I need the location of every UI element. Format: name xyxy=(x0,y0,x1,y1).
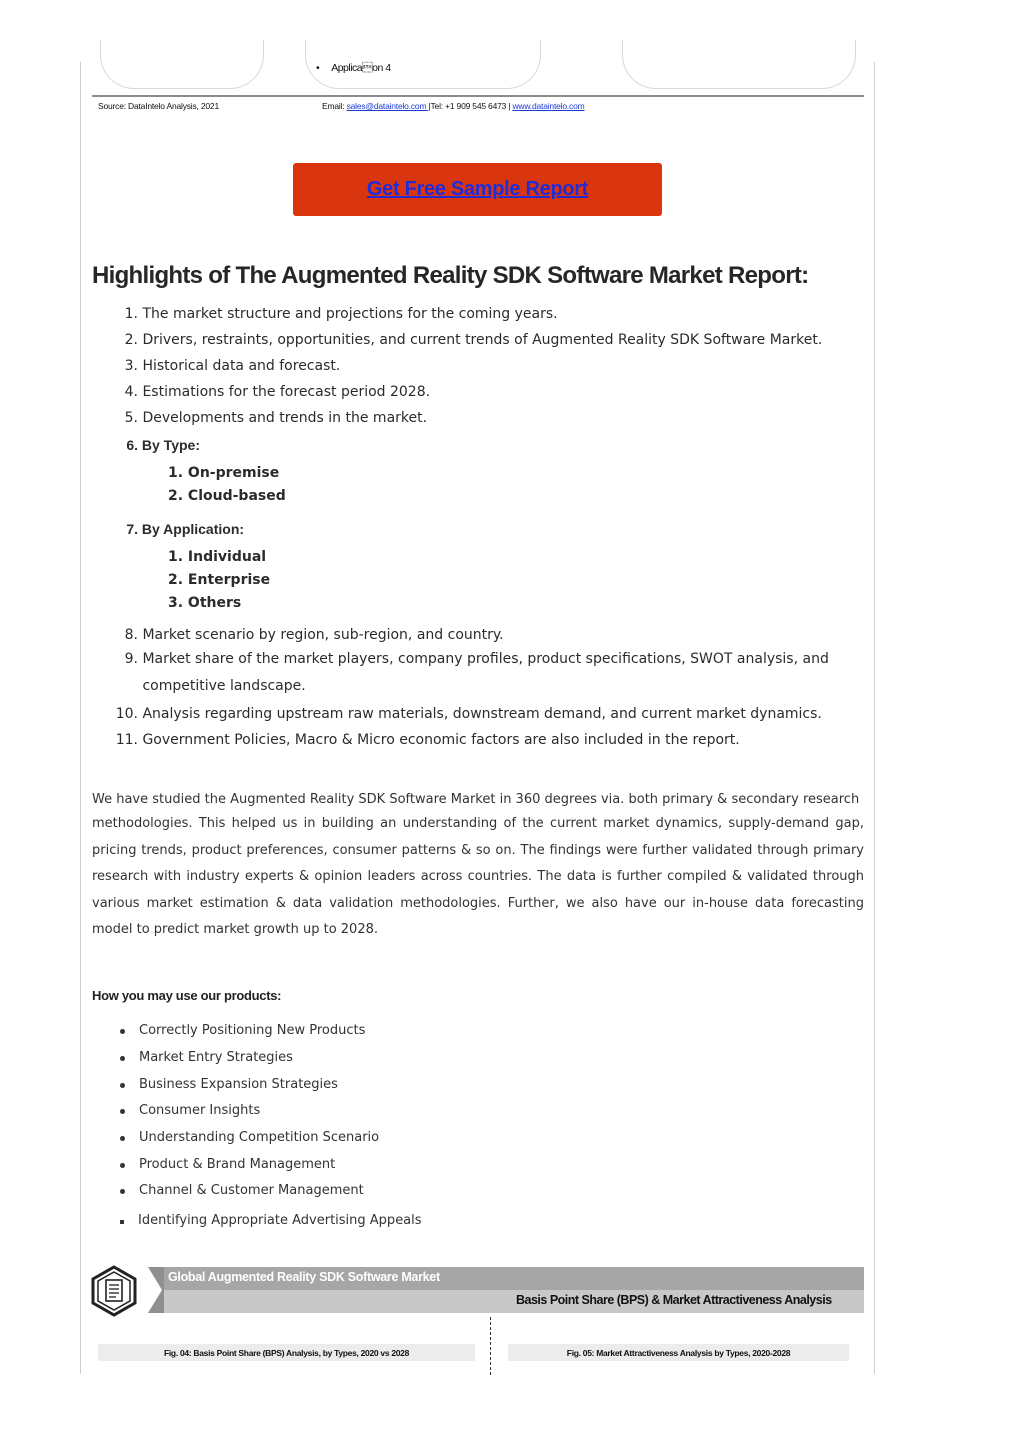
list-item: 1. The market structure and projections for the coming years. xyxy=(124,306,558,322)
paragraph-body: methodologies. This helped us in building an understanding of the current market dynamics, supply-demand gap, pricing trends, product preferences, consumer patterns & so on. The findings were further validated through primary research with industry experts & opinion leaders across countries. The data is further compiled & validated through various market estimation & data validation methodologies. Further, we also have our in-house data forecasting model to predict market growth up to 2028. xyxy=(92,816,864,937)
list-item: 3. Historical data and forecast. xyxy=(124,358,341,374)
figure-divider xyxy=(490,1317,491,1375)
page-border-left xyxy=(80,62,81,1374)
use-item: Consumer Insights xyxy=(120,1103,260,1118)
top-card-right xyxy=(622,40,856,89)
figure-caption-05: Fig. 05: Market Attractiveness Analysis by Types, 2020-2028 xyxy=(508,1344,849,1361)
type-item: 1. On-premise xyxy=(168,465,280,481)
email-prefix: Email: xyxy=(322,101,347,111)
type-item: 2. Cloud-based xyxy=(168,488,286,504)
list-item: 4. Estimations for the forecast period 2028. xyxy=(124,384,431,400)
tel-text: |Tel: +1 909 545 6473 | xyxy=(428,101,513,111)
source-note: Source: DataIntelo Analysis, 2021 xyxy=(98,101,219,111)
top-card-bullet xyxy=(316,62,391,74)
bullet-icon xyxy=(120,1136,125,1141)
use-item: Market Entry Strategies xyxy=(120,1050,293,1065)
page-border-right xyxy=(874,62,875,1374)
banner-arrow-shape xyxy=(148,1267,164,1313)
bullet-icon xyxy=(120,1083,125,1088)
bullet-icon xyxy=(120,1056,125,1061)
top-card-left xyxy=(100,40,264,89)
bullet-icon xyxy=(120,1109,125,1114)
application-item: 1. Individual xyxy=(168,549,267,565)
divider xyxy=(92,95,864,97)
use-item: Understanding Competition Scenario xyxy=(120,1130,379,1145)
get-free-sample-label: Get Free Sample Report xyxy=(366,178,589,200)
methodology-paragraph xyxy=(92,789,864,944)
email-link[interactable]: sales@dataintelo.com xyxy=(346,101,429,111)
use-item: Identifying Appropriate Advertising Appeals xyxy=(120,1213,422,1228)
list-item-by-type: 6. By Type: xyxy=(126,437,200,453)
list-item: 11. Government Policies, Macro & Micro economic factors are also included in the report. xyxy=(115,732,740,748)
list-item-continuation: competitive landscape. xyxy=(142,678,306,694)
use-item: Correctly Positioning New Products xyxy=(120,1023,365,1038)
document-icon xyxy=(90,1265,138,1317)
list-item: 2. Drivers, restraints, opportunities, and current trends of Augmented Reality SDK Software Market. xyxy=(124,332,823,348)
banner-subtitle: Basis Point Share (BPS) & Market Attractiveness Analysis xyxy=(516,1293,832,1307)
use-item: Business Expansion Strategies xyxy=(120,1077,338,1092)
use-item: Channel & Customer Management xyxy=(120,1183,364,1198)
bullet-icon xyxy=(120,1220,124,1224)
use-item: Product & Brand Management xyxy=(120,1157,335,1172)
list-item: 5. Developments and trends in the market. xyxy=(124,410,428,426)
application-item: 3. Others xyxy=(168,595,242,611)
figure-caption-04: Fig. 04: Basis Point Share (BPS) Analysis, by Types, 2020 vs 2028 xyxy=(98,1344,475,1361)
uses-title: How you may use our products: xyxy=(92,988,282,1003)
banner-title: Global Augmented Reality SDK Software Market xyxy=(168,1270,440,1284)
bullet-icon xyxy=(120,1029,125,1034)
list-item: 8. Market scenario by region, sub-region, and country. xyxy=(124,627,504,643)
top-card-bullet-text: Applicaon 4 xyxy=(331,62,391,74)
website-link[interactable]: www.dataintelo.com xyxy=(512,101,585,111)
list-item: 9. Market share of the market players, company profiles, product specifications, SWOT analysis, and xyxy=(124,651,829,667)
bullet-icon xyxy=(120,1189,125,1194)
list-item-by-application: 7. By Application: xyxy=(126,521,245,537)
paragraph-line: We have studied the Augmented Reality SDK Software Market in 360 degrees via. both primary & secondary research xyxy=(92,792,860,807)
highlights-title: Highlights of The Augmented Reality SDK Software Market Report: xyxy=(92,262,809,289)
contact-line xyxy=(322,101,584,111)
bullet-dot: • xyxy=(316,62,320,74)
bullet-icon xyxy=(120,1163,125,1168)
application-item: 2. Enterprise xyxy=(168,572,271,588)
list-item: 10. Analysis regarding upstream raw materials, downstream demand, and current market dynamics. xyxy=(115,706,822,722)
get-free-sample-button[interactable] xyxy=(293,163,662,216)
